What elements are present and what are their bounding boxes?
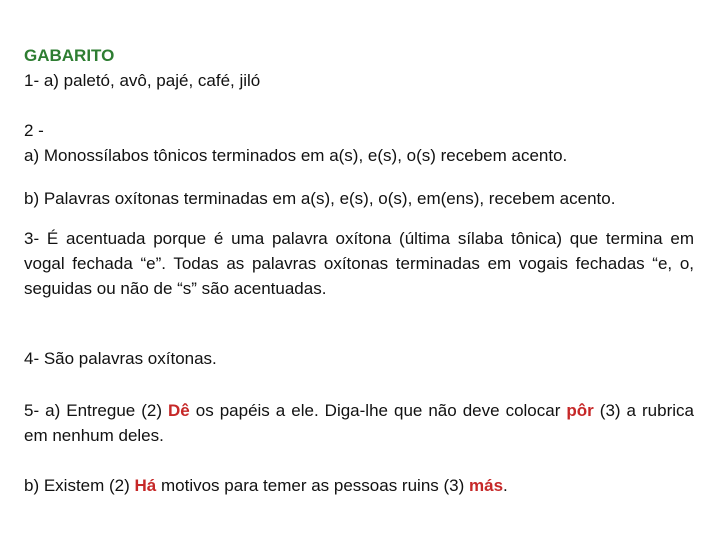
answer-5-a-highlight-2: pôr xyxy=(566,401,594,420)
answer-2-a: a) Monossílabos tônicos terminados em a(s), e(s), o(s) recebem acento. xyxy=(24,146,568,165)
answer-key-header xyxy=(24,43,694,93)
answer-2-b: b) Palavras oxítonas terminadas em a(s), e(s), o(s), em(ens), recebem acento. xyxy=(24,189,616,208)
answer-5-a-text-3: (3) a rubrica em nenhum deles. xyxy=(24,401,694,445)
answer-4: 4- São palavras oxítonas. xyxy=(24,349,217,368)
answer-5-b-text-1: b) Existem (2) xyxy=(24,476,135,495)
page-title: GABARITO xyxy=(24,46,115,65)
answer-1: 1- a) paletó, avô, pajé, café, jiló xyxy=(24,71,261,90)
answer-5-a xyxy=(24,398,694,448)
answer-5-b-text-2: motivos para temer as pessoas ruins (3) xyxy=(156,476,469,495)
answer-5-b-highlight-2: más xyxy=(469,476,504,495)
answer-5-b xyxy=(24,473,694,498)
answer-5-a-highlight-1: Dê xyxy=(168,401,190,420)
answer-5-a-text-2: os papéis a ele. Diga-lhe que não deve colocar xyxy=(189,401,567,420)
answer-5-b-text-3: . xyxy=(503,476,508,495)
answer-5-b-highlight-1: Há xyxy=(134,476,157,495)
answer-2 xyxy=(24,118,694,168)
answer-2-heading: 2 - xyxy=(24,121,44,140)
answer-5-a-text-1: 5- a) Entregue (2) xyxy=(24,401,169,420)
answer-3: 3- É acentuada porque é uma palavra oxítona (última sílaba tônica) que termina em vogal fechada “e”. Todas as palavras oxítonas terminadas em vogais fechadas “e, o, seguidas ou não de “s” são acentuadas. xyxy=(24,229,694,298)
